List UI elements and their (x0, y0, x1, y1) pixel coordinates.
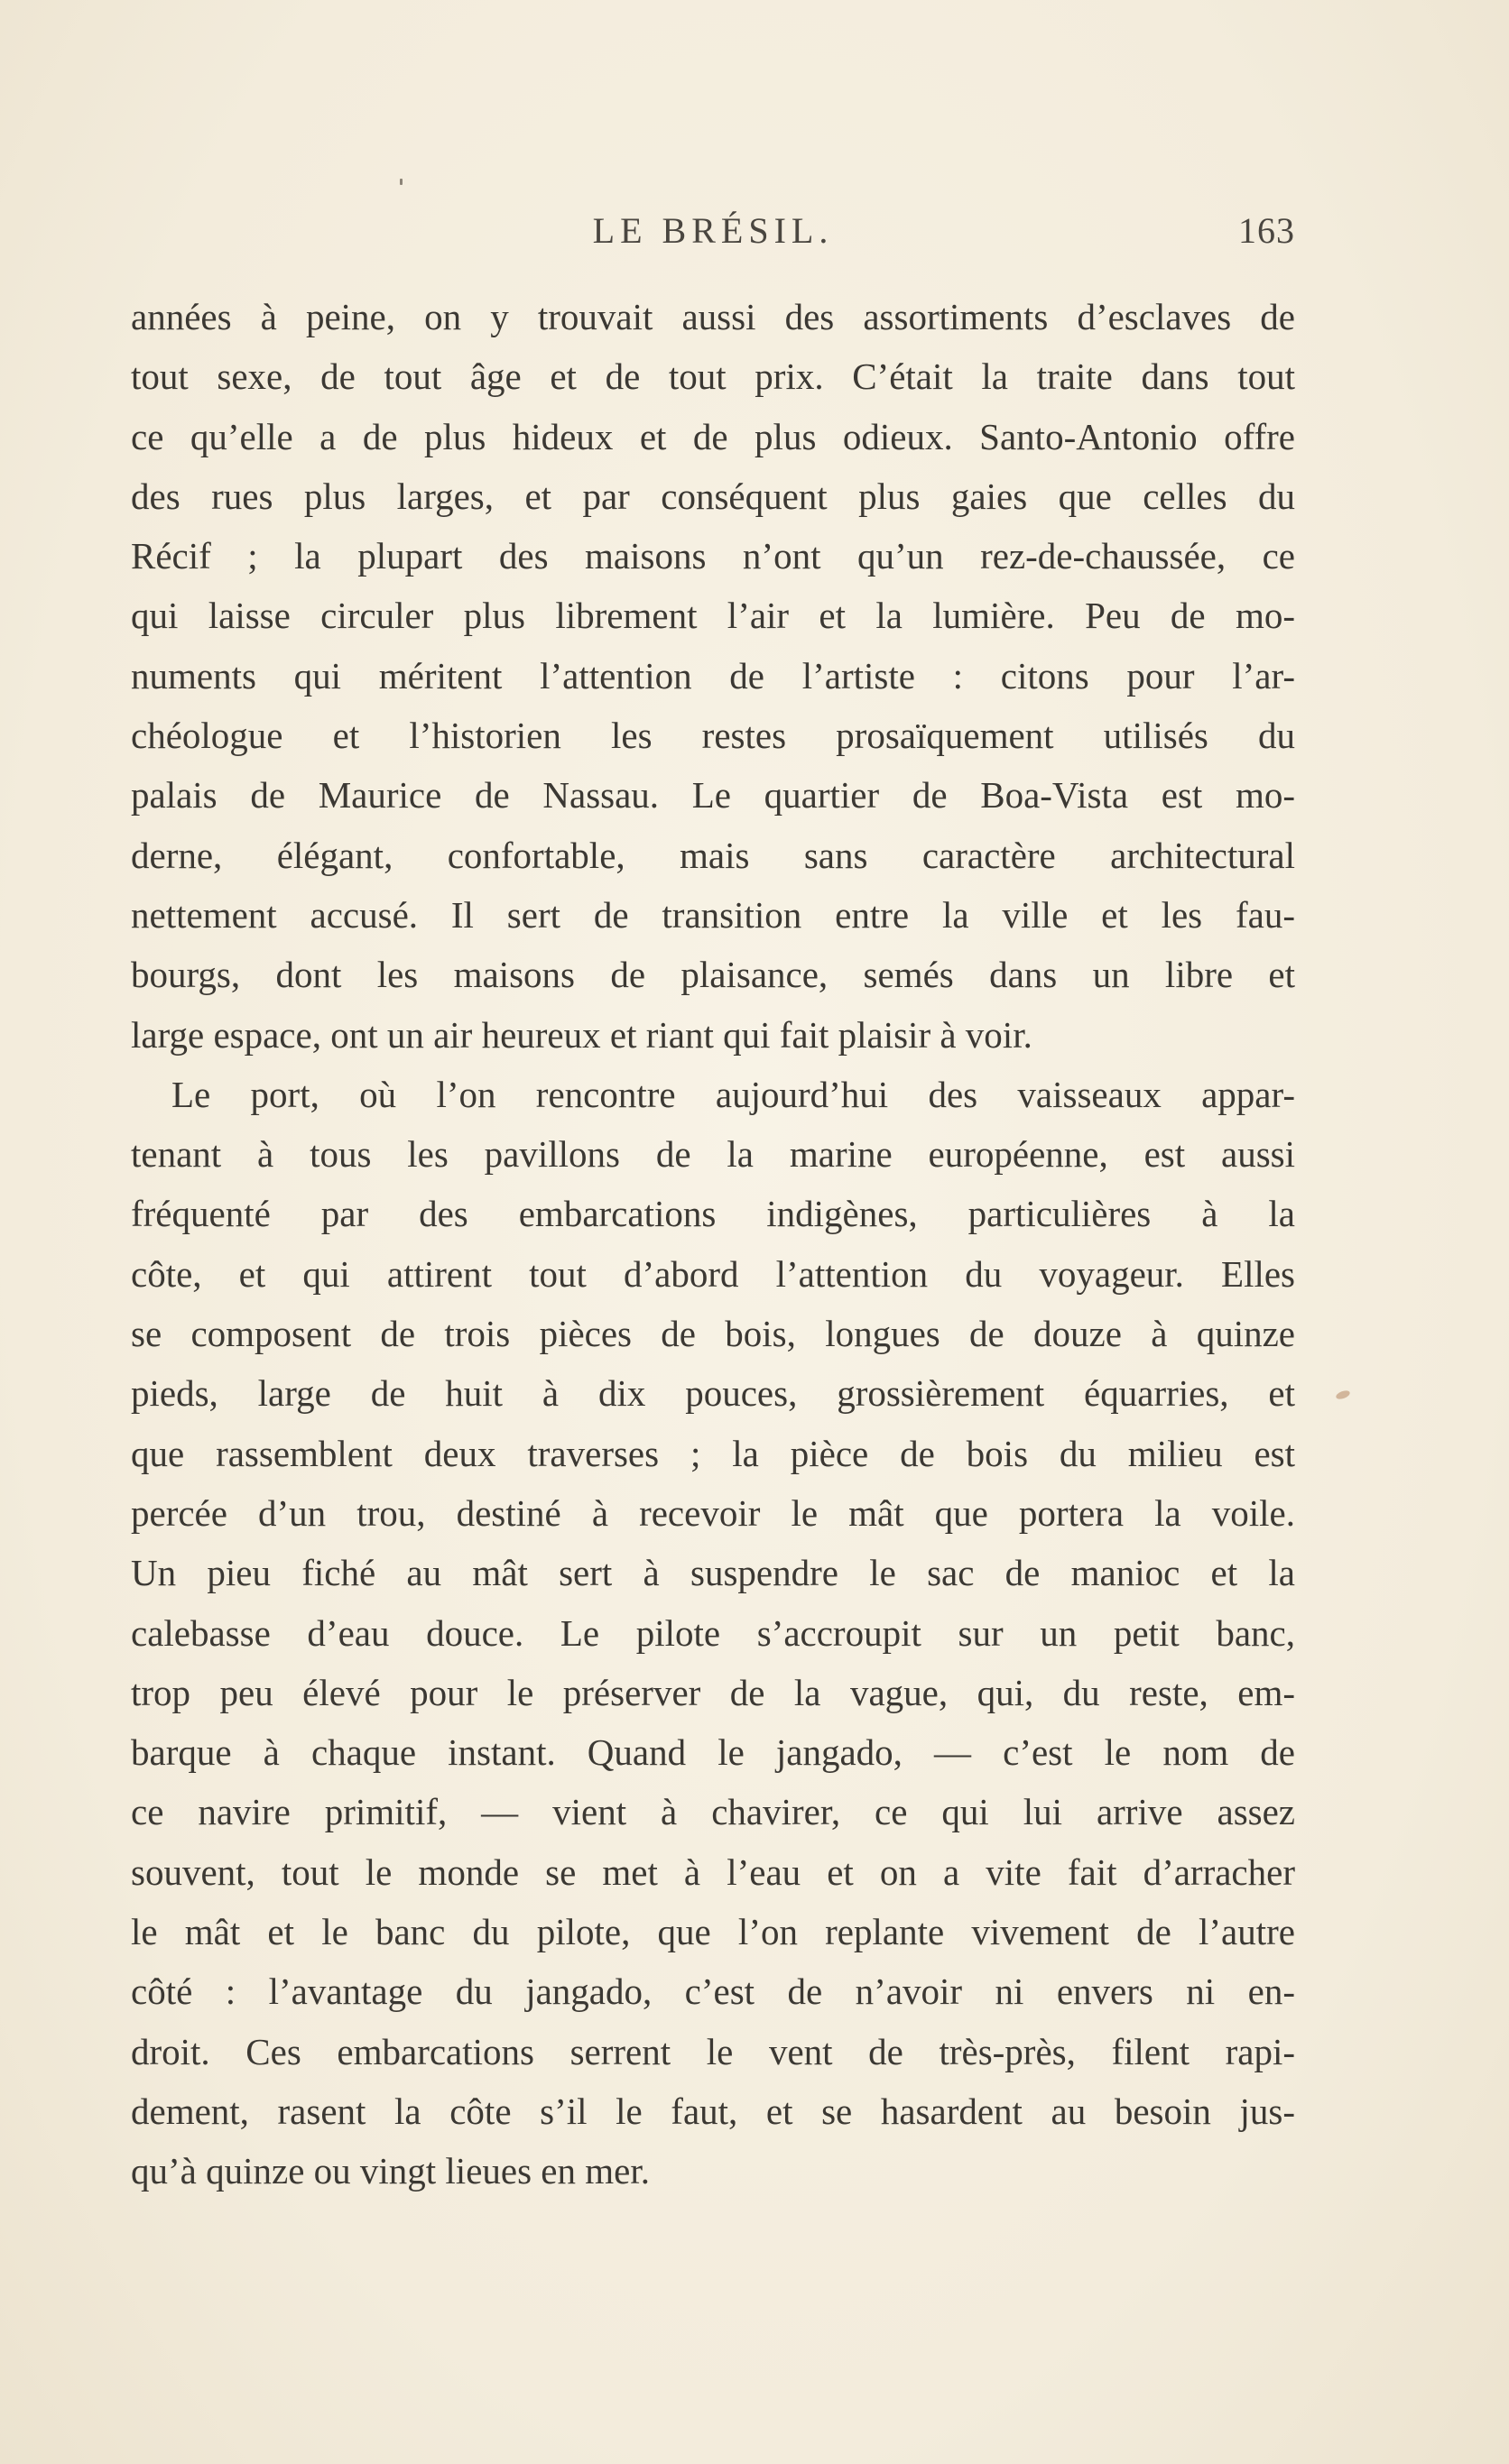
text-line: côte, et qui attirent tout d’abord l’attention du voyageur. Elles (131, 1252, 1295, 1295)
text-line: le mât et le banc du pilote, que l’on replante vivement de l’autre (131, 1911, 1295, 1953)
ink-speck (400, 179, 403, 185)
text-line: barque à chaque instant. Quand le jangado, — c’est le nom de (131, 1731, 1295, 1774)
text-line: ce navire primitif, — vient à chavirer, ce qui lui arrive assez (131, 1791, 1295, 1833)
text-line: tout sexe, de tout âge et de tout prix. C’était la traite dans tout (131, 355, 1295, 398)
text-line: Récif ; la plupart des maisons n’ont qu’un rez-de-chaussée, ce (131, 535, 1295, 577)
text-line: des rues plus larges, et par conséquent plus gaies que celles du (131, 475, 1295, 517)
text-line: se composent de trois pièces de bois, longues de douze à quinze (131, 1313, 1295, 1355)
body-text (131, 287, 1295, 2201)
text-line: droit. Ces embarcations serrent le vent de très-près, filent rapi- (131, 2030, 1295, 2072)
text-line: Le port, où l’on rencontre aujourd’hui des vaisseaux appar- (171, 1073, 1295, 1115)
text-line: qu’à quinze ou vingt lieues en mer. (131, 2150, 650, 2192)
text-line: percée d’un trou, destiné à recevoir le mât que portera la voile. (131, 1491, 1295, 1534)
text-line: tenant à tous les pavillons de la marine européenne, est aussi (131, 1133, 1295, 1176)
text-line: souvent, tout le monde se met à l’eau et on a vite fait d’arracher (131, 1850, 1295, 1893)
text-line: qui laisse circuler plus librement l’air et la lumière. Peu de mo- (131, 595, 1295, 637)
text-line: années à peine, on y trouvait aussi des assortiments d’esclaves de (131, 296, 1295, 337)
page-number: 163 (1238, 210, 1295, 251)
running-title: LE BRÉSIL. (592, 210, 834, 251)
text-line: large espace, ont un air heureux et riant qui fait plaisir à voir. (131, 1013, 1032, 1056)
text-line: ce qu’elle a de plus hideux et de plus odieux. Santo-Antonio offre (131, 415, 1295, 457)
text-line: trop peu élevé pour le préserver de la vague, qui, du reste, em- (131, 1671, 1295, 1713)
text-line: calebasse d’eau douce. Le pilote s’accroupit sur un petit banc, (131, 1611, 1295, 1654)
margin-stain (1335, 1389, 1351, 1401)
text-line: palais de Maurice de Nassau. Le quartier de Boa-Vista est mo- (131, 774, 1295, 817)
text-line: fréquenté par des embarcations indigènes, particulières à la (131, 1193, 1295, 1235)
text-line: chéologue et l’historien les restes prosaïquement utilisés du (131, 715, 1295, 757)
text-line: Un pieu fiché au mât sert à suspendre le sac de manioc et la (131, 1552, 1295, 1594)
running-header (131, 209, 1295, 263)
text-line: bourgs, dont les maisons de plaisance, semés dans un libre et (131, 954, 1295, 996)
text-line: pieds, large de huit à dix pouces, grossièrement équarries, et (131, 1372, 1295, 1415)
text-line: numents qui méritent l’attention de l’artiste : citons pour l’ar- (131, 654, 1295, 697)
text-line: que rassemblent deux traverses ; la pièce de bois du milieu est (131, 1432, 1295, 1474)
text-line: dement, rasent la côte s’il le faut, et se hasardent au besoin jus- (131, 2090, 1295, 2132)
text-line: nettement accusé. Il sert de transition entre la ville et les fau- (131, 893, 1295, 936)
text-line: derne, élégant, confortable, mais sans caractère architectural (131, 834, 1295, 876)
text-line: côté : l’avantage du jangado, c’est de n’avoir ni envers ni en- (131, 1970, 1295, 2013)
